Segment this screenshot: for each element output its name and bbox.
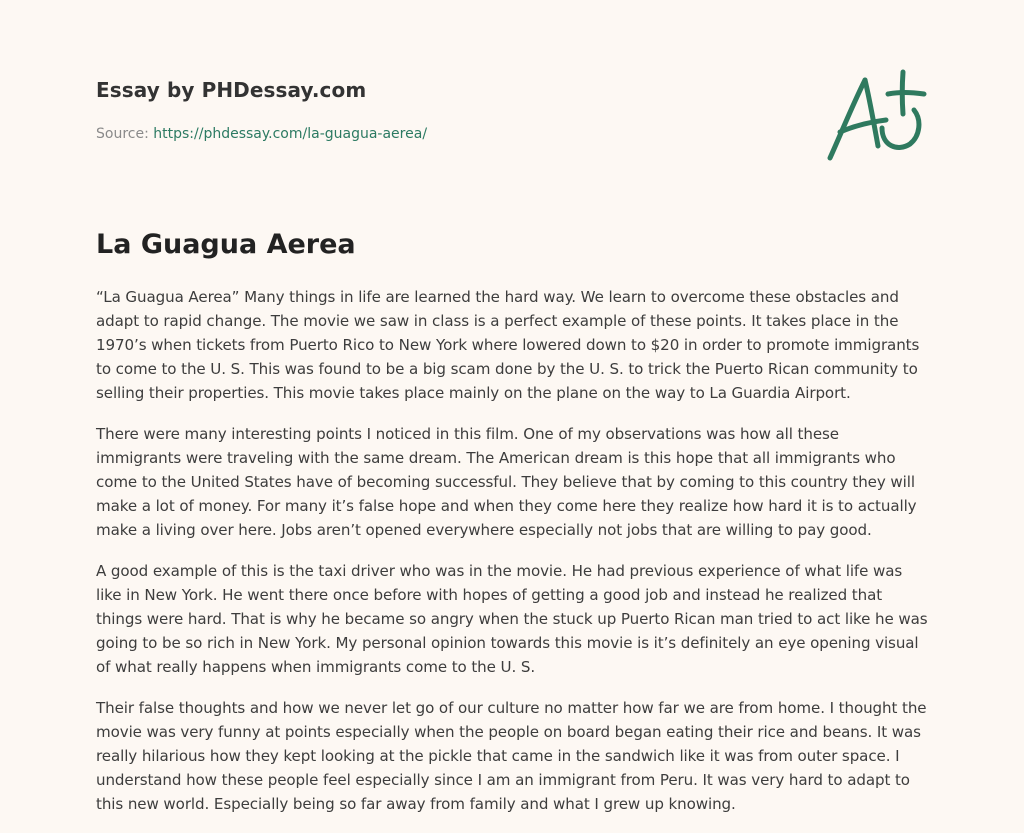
essay-body [96, 285, 928, 833]
essay-paragraph: A good example of this is the taxi driver who was in the movie. He had previous experience of what life was like in New York. He went there once before with hopes of getting a good job and instead he realized that things were hard. That is why he became so angry when the stuck up Puerto Rican man tried to act like he was going to be so rich in New York. My personal opinion towards this movie is it’s definitely an eye opening visual of what really happens when immigrants come to the U. S. [96, 562, 928, 676]
site-title: Essay by PHDessay.com [96, 78, 367, 102]
essay-title: La Guagua Aerea [96, 229, 356, 260]
essay-paragraph: There were many interesting points I noticed in this film. One of my observations was how all these immigrants were traveling with the same dream. The American dream is this hope that all immigrants who come to the United States have of becoming successful. They believe that by coming to this country they will make a lot of money. For many it’s false hope and when they come here they realize how hard it is to actually make a living over here. Jobs aren’t opened everywhere especially not jobs that are willing to pay good. [96, 425, 917, 539]
essay-paragraph: Their false thoughts and how we never let go of our culture no matter how far we are from home. I thought the movie was very funny at points especially when the people on board began eating their rice and beans. It was really hilarious how they kept looking at the pickle that came in the sandwich like it was from outer space. I understand how these people feel especially since I am an immigrant from Peru. It was very hard to adapt to this new world. Especially being so far away from family and what I grew up knowing. [96, 699, 927, 813]
page-header [96, 76, 796, 144]
a-plus-grade-logo-icon [820, 66, 930, 166]
source-label: Source: [96, 126, 149, 142]
essay-paragraph: “La Guagua Aerea” Many things in life are learned the hard way. We learn to overcome these obstacles and adapt to rapid change. The movie we saw in class is a perfect example of these points. It takes place in the 1970’s when tickets from Puerto Rico to New York where lowered down to $20 in order to promote immigrants to come to the U. S. This was found to be a big scam done by the U. S. to trick the Puerto Rican community to selling their properties. This movie takes place mainly on the plane on the way to La Guardia Airport. [96, 288, 920, 402]
a-plus-logo-svg [820, 66, 930, 166]
source-line [96, 124, 796, 144]
source-link[interactable]: https://phdessay.com/la-guagua-aerea/ [153, 126, 428, 142]
